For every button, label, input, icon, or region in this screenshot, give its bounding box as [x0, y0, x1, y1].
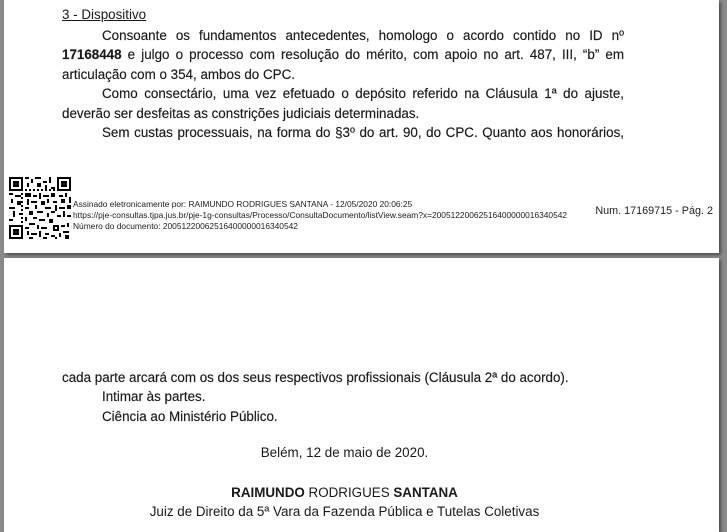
- paragraph-2-line-1: Como consectário, uma vez efetuado o depósito referido na Cláusula 1ª do ajuste,: [102, 86, 624, 102]
- consultation-url-link[interactable]: https://pje-consultas.tjpa.jus.br/pje-1g-consultas/Processo/ConsultaDocumento/listView.seam?x=20051220062516400000016340542: [73, 210, 568, 220]
- honorarios-continuation-line: cada parte arcará com os dos seus respectivos profissionais (Cláusula 2ª do acordo).: [62, 370, 569, 385]
- closing-text: [62, 368, 624, 426]
- document-id-bold: 17168448: [62, 47, 122, 63]
- judge-name-part-1: RAIMUNDO: [231, 485, 305, 500]
- paragraph-1-line-2: [62, 45, 624, 64]
- paragraph-3-line-1: Sem custas processuais, na forma do §3º do art. 90, do CPC. Quanto aos honorários,: [102, 125, 624, 141]
- signature-details: [73, 199, 567, 232]
- paragraph-1-line-2-rest: e julgo o processo com resolução do mérito, com apoio no art. 487, III, “b” em: [121, 47, 624, 63]
- document-page-1: [4, 0, 719, 253]
- paragraph-1-line-1: Consoante os fundamentos antecedentes, homologo o acordo contido no ID nº: [102, 28, 624, 43]
- date-line: Belém, 12 de maio de 2020.: [260, 445, 429, 460]
- ciencia-line: Ciência ao Ministério Público.: [102, 408, 278, 424]
- document-number-line: Número do documento: 20051220062516400000016340542: [73, 221, 298, 231]
- judge-name-part-2: RODRIGUES: [304, 485, 394, 500]
- paragraph-1-line-3: articulação com o 354, ambos do CPC.: [62, 66, 295, 82]
- judge-title: Juiz de Direito da 5ª Vara da Fazenda Pública e Tutelas Coletivas: [149, 504, 540, 520]
- judge-name-part-3: SANTANA: [393, 485, 458, 500]
- judge-name: [62, 483, 627, 502]
- intimar-line: Intimar às partes.: [102, 389, 206, 405]
- qr-code-icon: [9, 177, 71, 239]
- signed-by-line: Assinado eletronicamente por: RAIMUNDO RODRIGUES SANTANA - 12/05/2020 20:06:25: [73, 199, 413, 209]
- judge-signature: [62, 483, 627, 522]
- section-heading: 3 - Dispositivo: [62, 7, 147, 22]
- page-number-label: Num. 17169715 - Pág. 2: [595, 205, 713, 217]
- paragraph-2-line-2: deverão ser desfeitas as constrições judiciais determinadas.: [62, 105, 420, 121]
- dispositivo-text: [62, 26, 624, 142]
- document-page-2: [4, 258, 719, 532]
- electronic-signature-block: [9, 177, 714, 239]
